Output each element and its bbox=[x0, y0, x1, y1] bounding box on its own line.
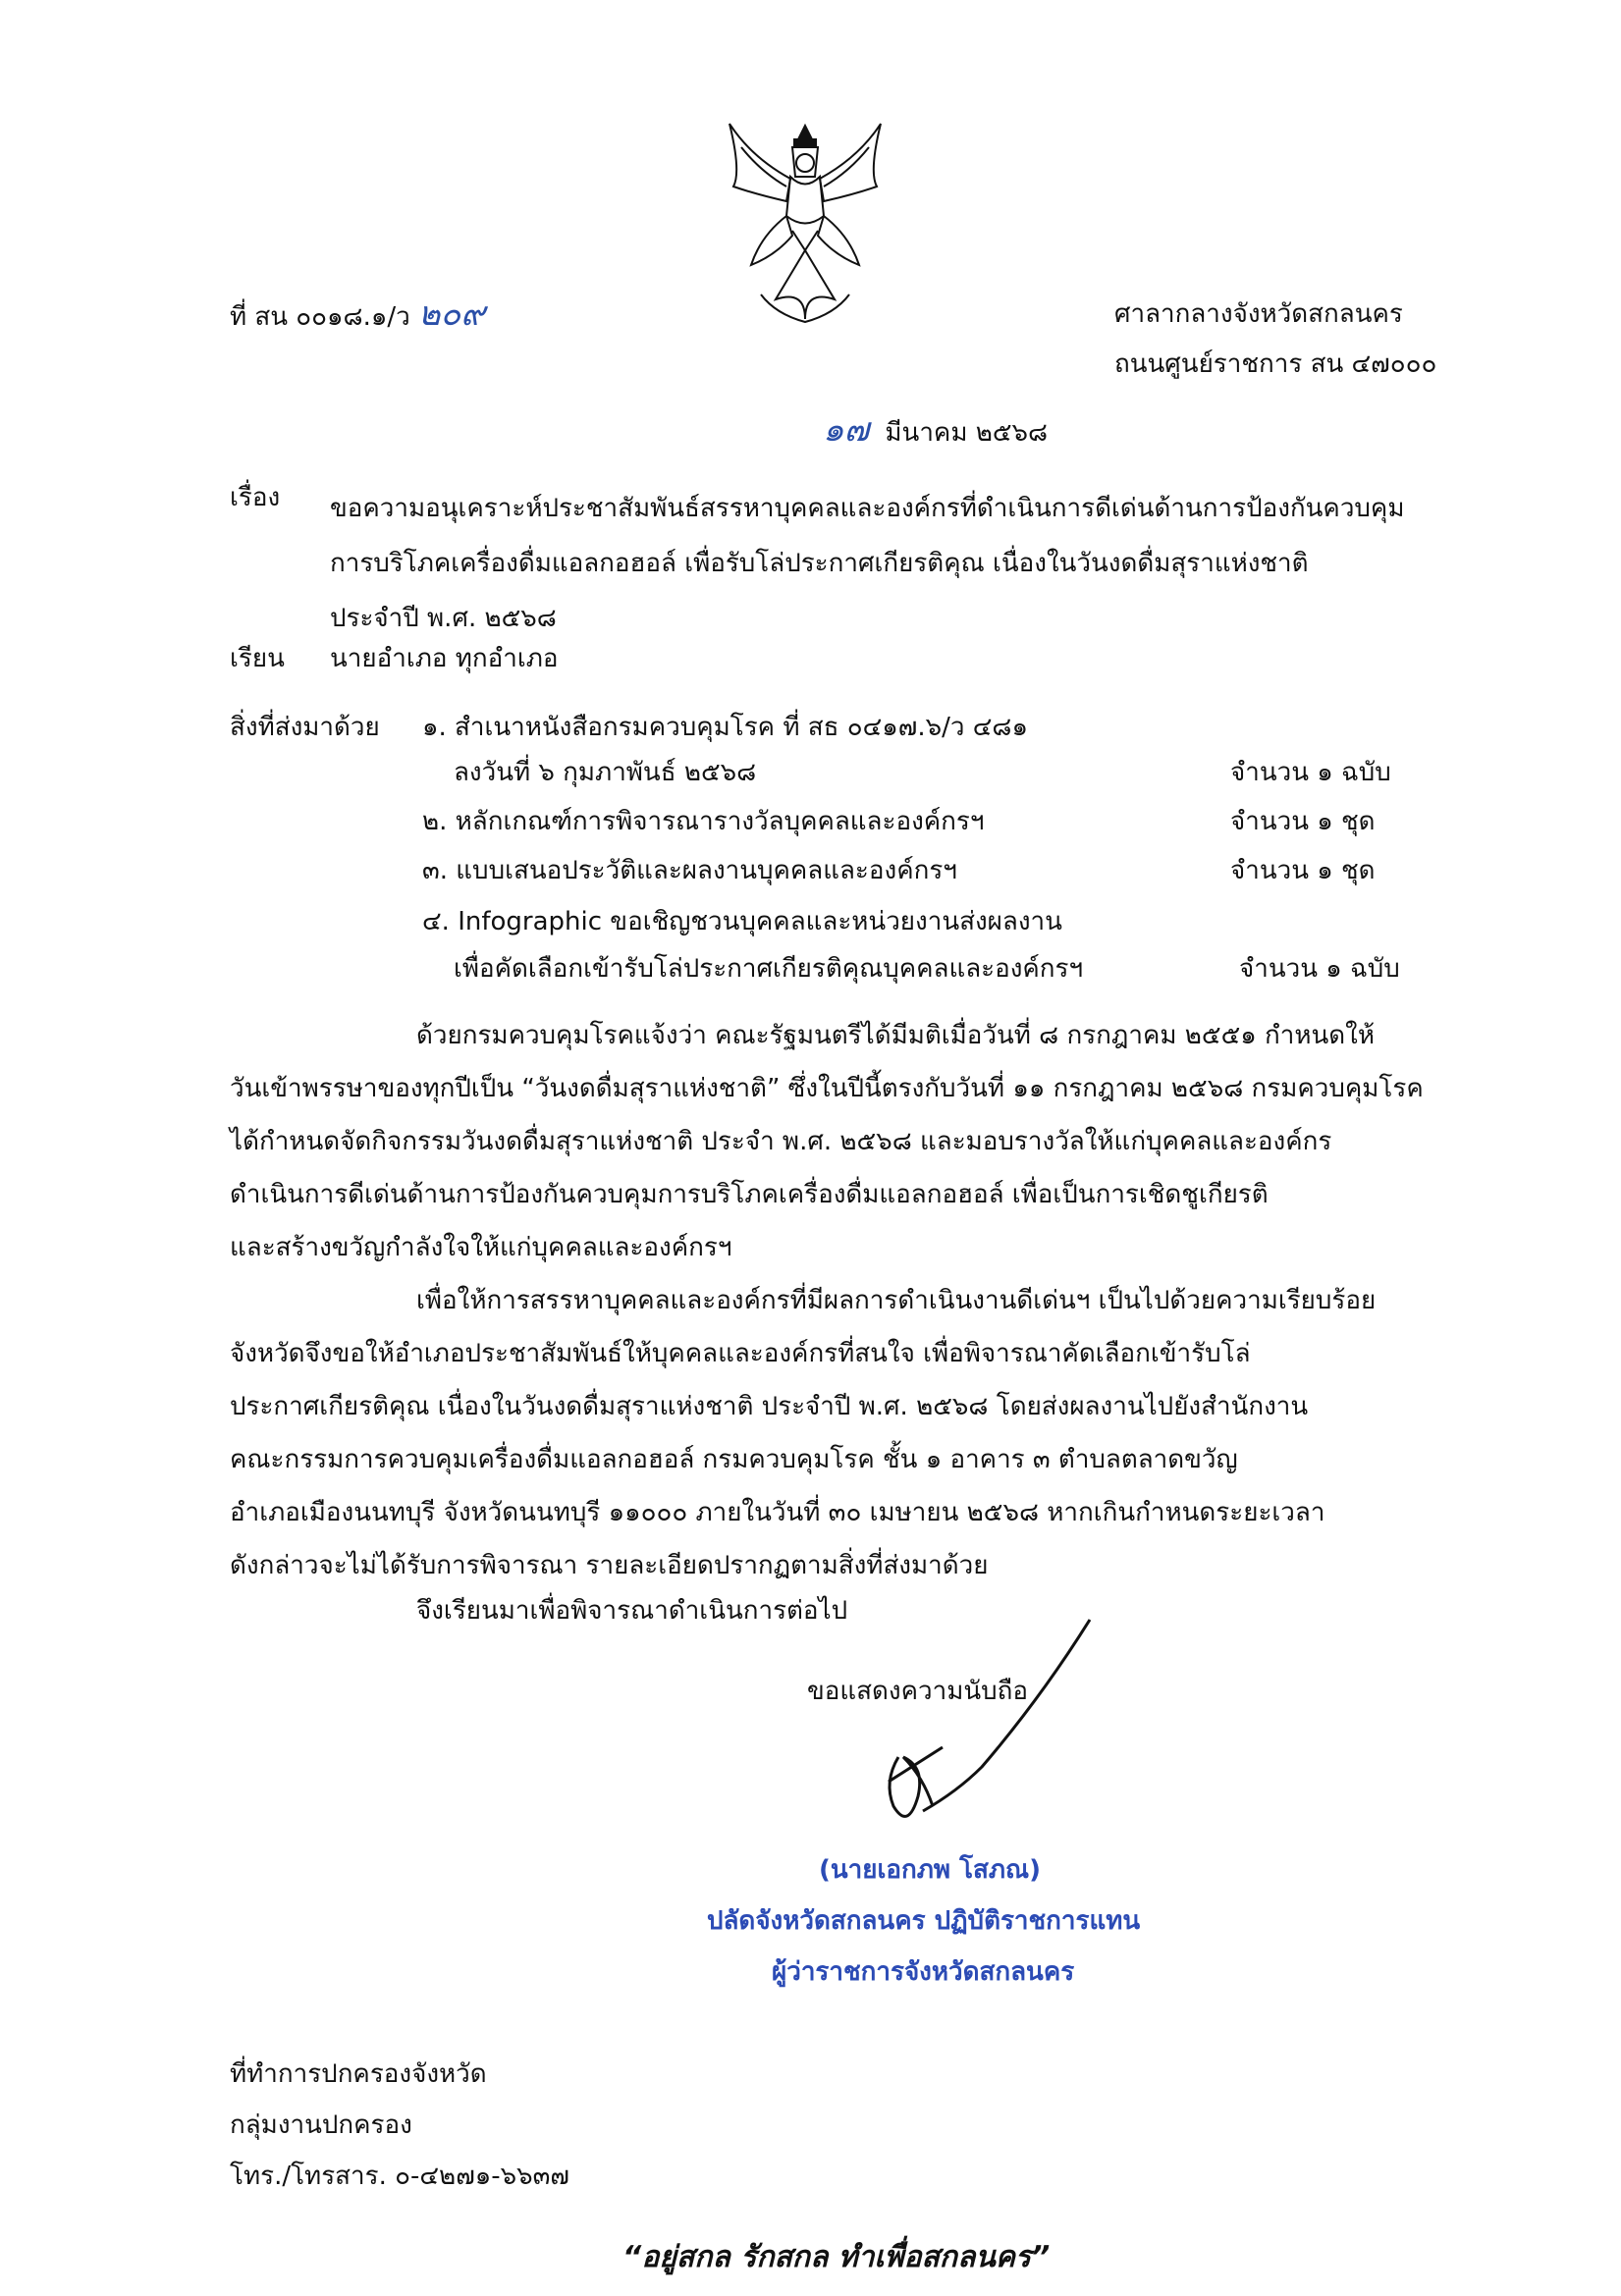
regards: ขอแสดงความนับถือ bbox=[807, 1677, 1028, 1706]
body-paragraph-2 bbox=[230, 1274, 1457, 1592]
signer-position-1: ปลัดจังหวัดสกลนคร ปฏิบัติราชการแทน bbox=[707, 1906, 1141, 1936]
enclosure-amount: จำนวน ๑ ชุด bbox=[1230, 807, 1376, 836]
handwritten-day: ๑๗ bbox=[823, 410, 870, 450]
enclosure-item: ๔. Infographic ขอเชิญชวนบุคคลและหน่วยงานส่งผลงาน bbox=[422, 907, 1062, 936]
body-line: ดำเนินการดีเด่นด้านการป้องกันควบคุมการบริโภคเครื่องดื่มแอลกอฮอล์ เพื่อเป็นการเชิดชูเกียรติ bbox=[230, 1180, 1269, 1209]
subject-line: การบริโภคเครื่องดื่มแอลกอฮอล์ เพื่อรับโล่ประกาศเกียรติคุณ เนื่องในวันงดดื่มสุราแห่งชาติ bbox=[330, 549, 1309, 578]
body-line: เพื่อให้การสรรหาบุคคลและองค์กรที่มีผลการดำเนินงานดีเด่นฯ เป็นไปด้วยความเรียบร้อย bbox=[416, 1286, 1377, 1315]
garuda-emblem-icon bbox=[722, 118, 889, 329]
recipient: นายอำเภอ ทุกอำเภอ bbox=[330, 644, 559, 673]
phone-fax: โทร./โทรสาร. ๐-๔๒๗๑-๖๖๓๗ bbox=[230, 2162, 569, 2191]
body-line: และสร้างขวัญกำลังใจให้แก่บุคคลและองค์กรฯ bbox=[230, 1233, 732, 1262]
body-line: ได้กำหนดจัดกิจกรรมวันงดดื่มสุราแห่งชาติ ประจำ พ.ศ. ๒๕๖๘ และมอบรางวัลให้แก่บุคคลและองค์กร bbox=[230, 1127, 1332, 1156]
body-line: คณะกรรมการควบคุมเครื่องดื่มแอลกอฮอล์ กรมควบคุมโรค ชั้น ๑ อาคาร ๓ ตำบลตลาดขวัญ bbox=[230, 1445, 1238, 1474]
slogan: “อยู่สกล รักสกล ทำเพื่อสกลนคร” bbox=[622, 2240, 1051, 2274]
handwritten-number: ๒๐๙ bbox=[418, 294, 486, 334]
subject-line: ขอความอนุเคราะห์ประชาสัมพันธ์สรรหาบุคคลและองค์กรที่ดำเนินการดีเด่นด้านการป้องกันควบคุม bbox=[330, 494, 1405, 523]
body-line: จังหวัดจึงขอให้อำเภอประชาสัมพันธ์ให้บุคคลและองค์กรที่สนใจ เพื่อพิจารณาคัดเลือกเข้ารับโล่ bbox=[230, 1339, 1251, 1368]
enclosure-amount: จำนวน ๑ ชุด bbox=[1230, 856, 1376, 885]
subject-line: ประจำปี พ.ศ. ๒๕๖๘ bbox=[330, 604, 557, 633]
office-address-line1: ศาลากลางจังหวัดสกลนคร bbox=[1114, 299, 1403, 329]
body-paragraph-1 bbox=[230, 1009, 1457, 1274]
work-group: กลุ่มงานปกครอง bbox=[230, 2110, 412, 2140]
enclosure-item: ๒. หลักเกณฑ์การพิจารณารางวัลบุคคลและองค์กรฯ bbox=[422, 807, 985, 836]
body-line: ด้วยกรมควบคุมโรคแจ้งว่า คณะรัฐมนตรีได้มีมติเมื่อวันที่ ๘ กรกฎาคม ๒๕๕๑ กำหนดให้ bbox=[416, 1021, 1376, 1050]
enclosure-item-cont: ลงวันที่ ๖ กุมภาพันธ์ ๒๕๖๘ bbox=[454, 758, 757, 787]
body-line: อำเภอเมืองนนทบุรี จังหวัดนนทบุรี ๑๑๐๐๐ ภายในวันที่ ๓๐ เมษายน ๒๕๖๘ หากเกินกำหนดระยะเวลา bbox=[230, 1498, 1325, 1527]
enclosure-item: ๑. สำเนาหนังสือกรมควบคุมโรค ที่ สธ ๐๔๑๗.๖/ว ๔๘๑ bbox=[422, 713, 1028, 742]
enclosure-amount: จำนวน ๑ ฉบับ bbox=[1230, 758, 1391, 787]
signer-name: (นายเอกภพ โสภณ) bbox=[819, 1855, 1042, 1885]
body-line: วันเข้าพรรษาของทุกปีเป็น “วันงดดื่มสุราแห่งชาติ” ซึ่งในปีนี้ตรงกับวันที่ ๑๑ กรกฎาคม ๒๕๖๘ กรมควบคุมโรค bbox=[230, 1074, 1424, 1103]
enclosure-item: ๓. แบบเสนอประวัติและผลงานบุคคลและองค์กรฯ bbox=[422, 856, 957, 885]
handwritten-signature-icon bbox=[864, 1610, 1119, 1855]
document-number: ที่ สน ๐๐๑๘.๑/ว bbox=[230, 302, 410, 332]
enclosures-label: สิ่งที่ส่งมาด้วย bbox=[230, 713, 380, 742]
body-line: ประกาศเกียรติคุณ เนื่องในวันงดดื่มสุราแห่งชาติ ประจำปี พ.ศ. ๒๕๖๘ โดยส่งผลงานไปยังสำนักงาน bbox=[230, 1392, 1309, 1421]
closing-line: จึงเรียนมาเพื่อพิจารณาดำเนินการต่อไป bbox=[416, 1596, 848, 1626]
office-address-line2: ถนนศูนย์ราชการ สน ๔๗๐๐๐ bbox=[1114, 349, 1437, 379]
enclosure-item-cont: เพื่อคัดเลือกเข้ารับโล่ประกาศเกียรติคุณบุคคลและองค์กรฯ bbox=[454, 954, 1084, 984]
salutation-label: เรียน bbox=[230, 644, 285, 673]
enclosure-amount: จำนวน ๑ ฉบับ bbox=[1239, 954, 1400, 984]
document-date: มีนาคม ๒๕๖๘ bbox=[885, 418, 1049, 448]
body-line: ดังกล่าวจะไม่ได้รับการพิจารณา รายละเอียดปรากฏตามสิ่งที่ส่งมาด้วย bbox=[230, 1551, 989, 1580]
subject-label: เรื่อง bbox=[230, 483, 281, 512]
signer-position-2: ผู้ว่าราชการจังหวัดสกลนคร bbox=[772, 1957, 1075, 1987]
department: ที่ทำการปกครองจังหวัด bbox=[230, 2059, 487, 2089]
